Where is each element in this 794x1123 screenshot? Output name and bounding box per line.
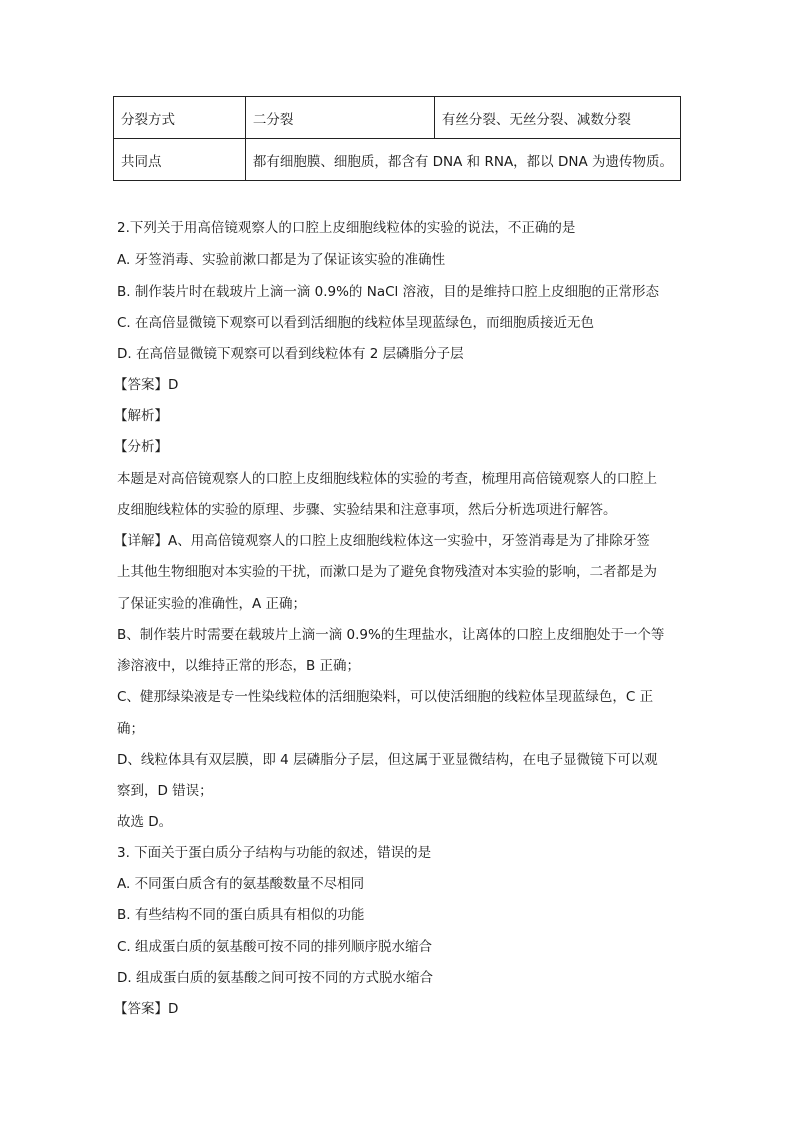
detail-text: 确； (117, 721, 144, 737)
option-c: C. 在高倍显微镜下观察可以看到活细胞的线粒体呈现蓝绿色，而细胞质接近无色 (117, 315, 595, 331)
analysis-heading: 【解析】 (114, 408, 168, 424)
table-cell: 二分裂 (245, 97, 434, 139)
option-d: D. 组成蛋白质的氨基酸之间可按不同的方式脱水缩合 (117, 970, 433, 986)
detail-text: 上其他生物细胞对本实验的干扰，而漱口是为了避免食物残渣对本实验的影响，二者都是为 (117, 564, 657, 580)
question-stem: 3. 下面关于蛋白质分子结构与功能的叙述，错误的是 (117, 845, 432, 861)
detail-text: 察到，D 错误； (117, 783, 213, 799)
detail-text: 【详解】A、用高倍镜观察人的口腔上皮细胞线粒体这一实验中，牙签消毒是为了排除牙签 (114, 533, 650, 549)
option-a: A. 牙签消毒、实验前漱口都是为了保证该实验的准确性 (117, 252, 446, 268)
answer-label: 【答案】D (114, 377, 179, 393)
comparison-table (113, 96, 681, 181)
table-cell: 有丝分裂、无丝分裂、减数分裂 (434, 97, 680, 139)
option-b: B. 制作装片时在载玻片上滴一滴 0.9%的 NaCl 溶液，目的是维持口腔上皮细胞的正常形态 (117, 284, 660, 300)
detail-text: 渗溶液中，以维持正常的形态，B 正确； (117, 658, 361, 674)
question-stem: 2.下列关于用高倍镜观察人的口腔上皮细胞线粒体的实验的说法，不正确的是 (117, 220, 576, 236)
answer-label: 【答案】D (114, 1001, 179, 1017)
detail-text: C、健那绿染液是专一性染线粒体的活细胞染料，可以使活细胞的线粒体呈现蓝绿色，C 正 (117, 689, 654, 705)
table-row (114, 139, 681, 181)
table-cell: 分裂方式 (114, 97, 246, 139)
detail-text: 了保证实验的准确性，A 正确； (117, 596, 307, 612)
fenxi-heading: 【分析】 (114, 439, 168, 455)
detail-text: D、线粒体具有双层膜，即 4 层磷脂分子层，但这属于亚显微结构，在电子显微镜下可以观 (117, 752, 658, 768)
option-a: A. 不同蛋白质含有的氨基酸数量不尽相同 (117, 876, 365, 892)
table-cell: 共同点 (114, 139, 246, 181)
table-cell: 都有细胞膜、细胞质，都含有 DNA 和 RNA，都以 DNA 为遗传物质。 (245, 139, 680, 181)
option-c: C. 组成蛋白质的氨基酸可按不同的排列顺序脱水缩合 (117, 939, 433, 955)
option-d: D. 在高倍显微镜下观察可以看到线粒体有 2 层磷脂分子层 (117, 346, 464, 362)
detail-text: B、制作装片时需要在载玻片上滴一滴 0.9%的生理盐水，让离体的口腔上皮细胞处于一个等 (117, 627, 665, 643)
analysis-text: 皮细胞线粒体的实验的原理、步骤、实验结果和注意事项，然后分析选项进行解答。 (117, 502, 617, 518)
option-b: B. 有些结构不同的蛋白质具有相似的功能 (117, 907, 365, 923)
table-row (114, 97, 681, 139)
analysis-text: 本题是对高倍镜观察人的口腔上皮细胞线粒体的实验的考查，梳理用高倍镜观察人的口腔上 (117, 471, 657, 487)
detail-text: 故选 D。 (117, 814, 173, 830)
